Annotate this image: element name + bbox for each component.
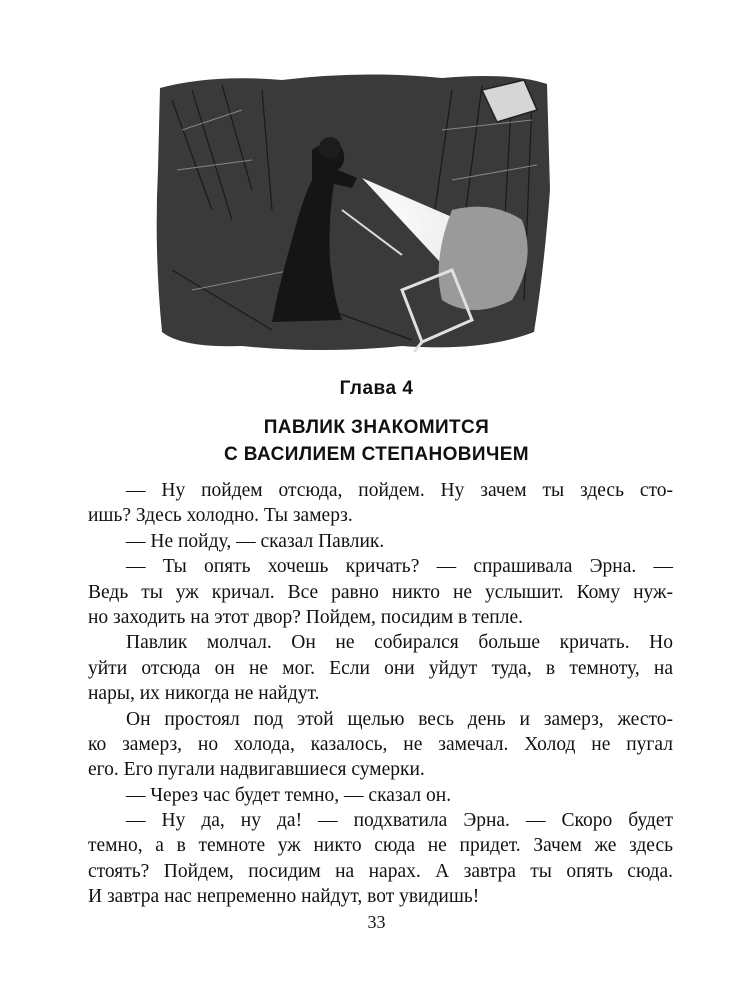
text-line: Он простоял под этой щелью весь день и замерз, жесто- [126,708,673,730]
text-line: — Не пойду, — сказал Павлик. [126,530,385,552]
text-line: Ведь ты уж кричал. Все равно никто не услышит. Кому нуж- [88,581,673,603]
text-line: Павлик молчал. Он не собирался больше кричать. Но [126,632,673,654]
text-line: — Ну да, ну да! — подхватила Эрна. — Скоро будет [126,810,673,832]
text-line: И завтра нас непременно найдут, вот увидишь! [88,886,480,908]
text-line: стоять? Пойдем, посидим на нарах. А завтра ты опять сюда. [88,860,673,882]
text-line: — Через час будет темно, — сказал он. [126,784,452,806]
page-number: 33 [367,912,386,932]
body-text [88,478,673,910]
text-line: его. Его пугали надвигавшиеся сумерки. [88,759,425,781]
chapter-illustration [152,70,552,355]
text-line: ко замерз, но холода, казалось, не замечал. Холод не пугал [88,733,673,755]
text-line: но заходить на этот двор? Пойдем, посидим в тепле. [88,606,523,628]
text-line: — Ну пойдем отсюда, пойдем. Ну зачем ты здесь сто- [126,480,673,501]
text-line: уйти отсюда он не мог. Если они уйдут туда, в темноту, на [88,657,673,679]
text-line: темно, а в темноте уж никто сюда не придет. Зачем же здесь [88,835,673,857]
chapter-title-line: ПАВЛИК ЗНАКОМИТСЯ [263,417,490,438]
chapter-label: Глава 4 [339,378,414,399]
chapter-title [0,414,753,468]
chapter-title-line: С ВАСИЛИЕМ СТЕПАНОВИЧЕМ [224,444,529,465]
text-line: — Ты опять хочешь кричать? — спрашивала Эрна. — [126,556,673,578]
text-line: нары, их никогда не найдут. [88,683,320,705]
text-line: ишь? Здесь холодно. Ты замерз. [88,505,353,527]
